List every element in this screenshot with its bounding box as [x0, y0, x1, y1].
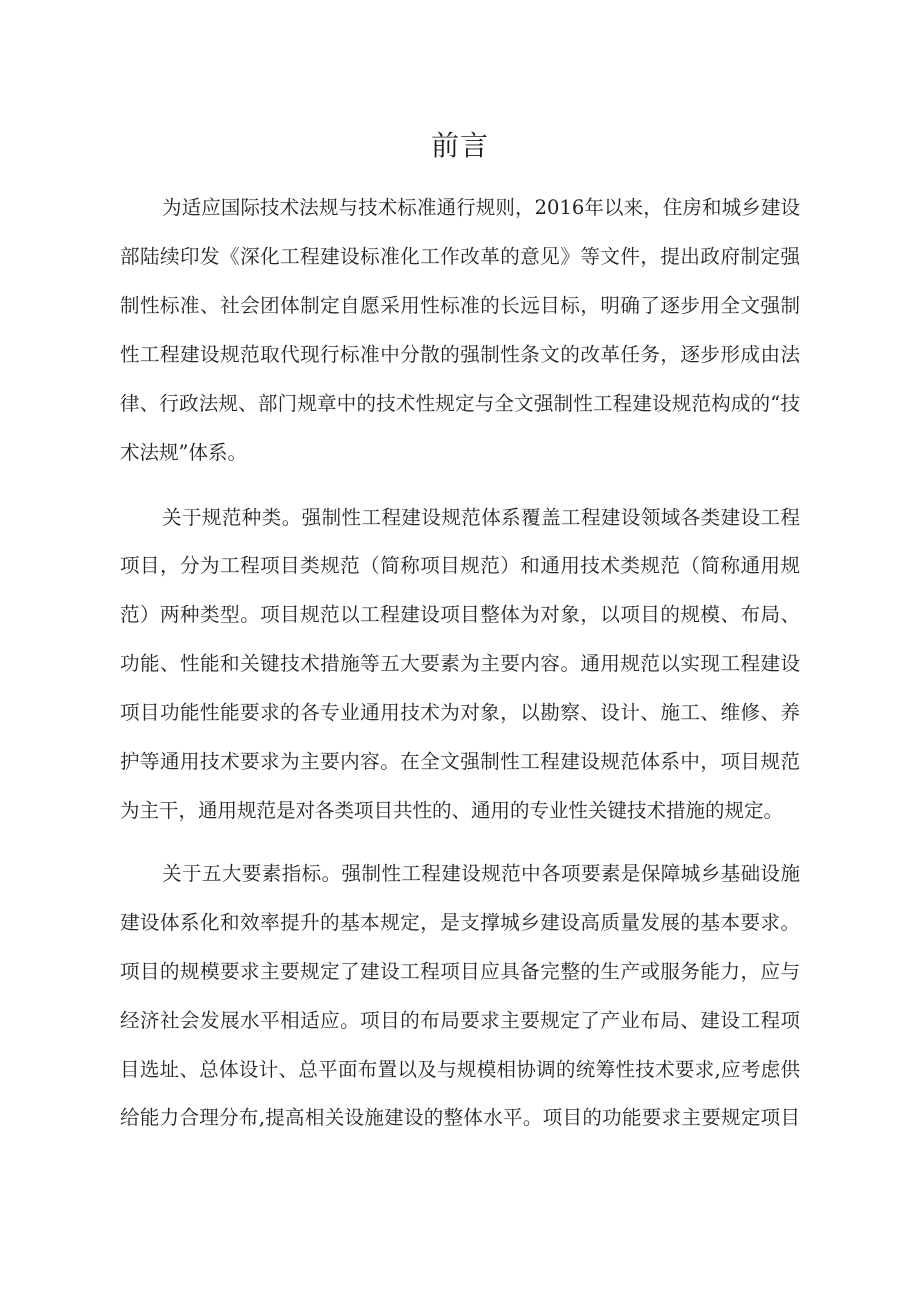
text-line: 项目功能性能要求的各专业通用技术为对象，以勘察、设计、施工、维修、养 — [120, 701, 800, 724]
text-line: 制性标准、社会团体制定自愿采用性标准的长远目标，明确了逐步用全文强制 — [120, 294, 800, 317]
text-line: 范）两种类型。项目规范以工程建设项目整体为对象，以项目的规模、布局、 — [120, 603, 800, 626]
text-line: 性工程建设规范取代现行标准中分散的强制性条文的改革任务，逐步形成由法 — [120, 343, 800, 366]
text-line: 项目的规模要求主要规定了建设工程项目应具备完整的生产或服务能力，应与 — [120, 960, 800, 983]
text-line: 为主干，通用规范是对各类项目共性的、通用的专业性关键技术措施的规定。 — [120, 799, 784, 822]
page-title: 前言 — [430, 129, 489, 162]
text-line: 经济社会发展水平相适应。项目的布局要求主要规定了产业布局、建设工程项 — [120, 1009, 800, 1032]
text-line: 律、行政法规、部门规章中的技术性规定与全文强制性工程建设规范构成的“技 — [120, 392, 800, 415]
text-line: 术法规”体系。 — [120, 441, 247, 464]
text-line: 关于规范种类。强制性工程建设规范体系覆盖工程建设领域各类建设工程 — [162, 506, 800, 529]
text-line: 护等通用技术要求为主要内容。在全文强制性工程建设规范体系中，项目规范 — [120, 750, 800, 773]
text-line: 项目，分为工程项目类规范（简称项目规范）和通用技术类规范（简称通用规 — [120, 554, 800, 577]
text-line: 建设体系化和效率提升的基本规定，是支撑城乡建设高质量发展的基本要求。 — [120, 911, 800, 934]
text-line: 目选址、总体设计、总平面布置以及与规模相协调的统筹性技术要求,应考虑供 — [120, 1058, 800, 1081]
text-line: 功能、性能和关键技术措施等五大要素为主要内容。通用规范以实现工程建设 — [120, 652, 800, 675]
text-line: 关于五大要素指标。强制性工程建设规范中各项要素是保障城乡基础设施 — [162, 862, 800, 885]
text-line: 为适应国际技术法规与技术标准通行规则，2016年以来，住房和城乡建设 — [162, 196, 800, 219]
text-line: 给能力合理分布,提高相关设施建设的整体水平。项目的功能要求主要规定项目 — [120, 1106, 800, 1129]
text-line: 部陆续印发《深化工程建设标准化工作改革的意见》等文件，提出政府制定强 — [120, 245, 800, 268]
